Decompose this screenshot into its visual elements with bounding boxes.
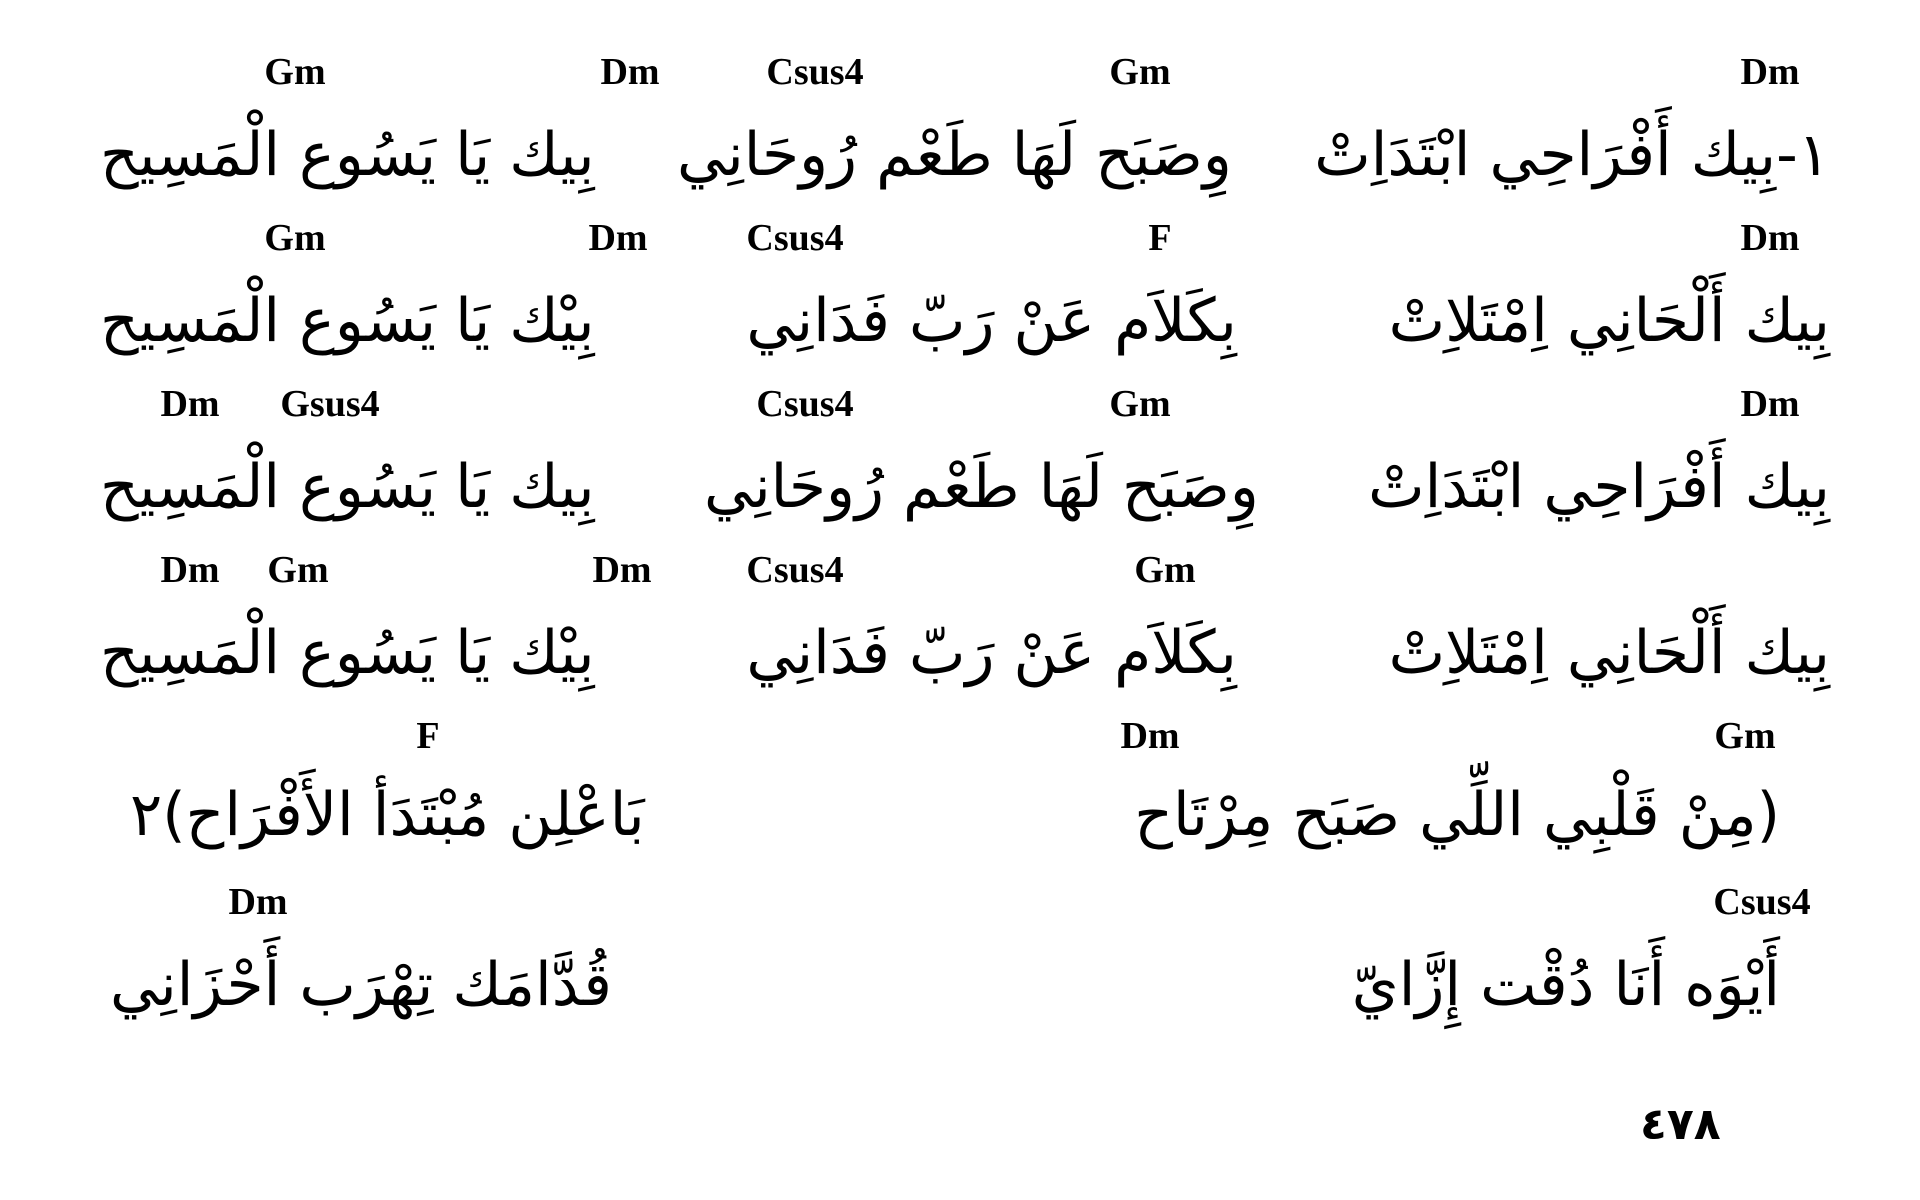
lyric-line <box>100 442 1830 532</box>
lyric-segment: بِكَلاَم عَنْ رَبّ فَدَانِي <box>746 618 1237 688</box>
lyric-segment: وِصَبَح لَهَا طَعْم رُوحَانِي <box>703 452 1259 522</box>
chord: Csus4 <box>756 383 854 425</box>
lyric-segment: بِكَلاَم عَنْ رَبّ فَدَانِي <box>746 286 1237 356</box>
chord: Gm <box>1134 549 1196 591</box>
chord: Csus4 <box>746 549 844 591</box>
lyric-segment: بِيْك يَا يَسُوع الْمَسِيح <box>100 618 595 688</box>
chord: Csus4 <box>746 217 844 259</box>
lyric-segment: قُدَّامَك تِهْرَب أَحْزَانِي <box>110 950 612 1020</box>
lyric-row-2 <box>0 276 1920 366</box>
chord: Dm <box>1740 217 1800 259</box>
lyric-segment: بِيك أَلْحَانِي اِمْتَلاِتْ <box>1388 618 1830 688</box>
lyric-segment: أَيْوَه أَنَا دُقْت إِزَّايّ <box>1351 950 1780 1020</box>
lyric-line <box>100 608 1830 698</box>
chord: Gm <box>267 549 329 591</box>
chord: F <box>1148 217 1172 259</box>
chord: Dm <box>600 51 660 93</box>
lyric-row-3 <box>0 442 1920 532</box>
chord: Gm <box>1109 51 1171 93</box>
chord: Dm <box>1120 715 1180 757</box>
chord: Csus4 <box>1713 881 1811 923</box>
chord: Dm <box>588 217 648 259</box>
lyric-segment: بِيك يَا يَسُوع الْمَسِيح <box>100 452 595 522</box>
lyric-segment: ١-بِيك أَفْرَاحِي ابْتَدَاِتْ <box>1314 120 1830 190</box>
chord: Dm <box>1740 383 1800 425</box>
lyric-segment: بِيْك يَا يَسُوع الْمَسِيح <box>100 286 595 356</box>
chord: Gm <box>264 217 326 259</box>
lyric-segment: بِيك أَلْحَانِي اِمْتَلاِتْ <box>1388 286 1830 356</box>
lyric-row-1 <box>0 110 1920 200</box>
lyric-line <box>130 770 1780 860</box>
chord: Gsus4 <box>280 383 380 425</box>
lyric-row-5 <box>0 770 1920 860</box>
lyric-line <box>110 940 1780 1030</box>
page-number: ٤٧٨ <box>1640 1099 1721 1150</box>
lyric-segment: (مِنْ قَلْبِي اللِّي صَبَح مِرْتَاح <box>1134 780 1780 850</box>
chord: Dm <box>1740 51 1800 93</box>
chord: Gm <box>1109 383 1171 425</box>
chord: Gm <box>1714 715 1776 757</box>
chord: Csus4 <box>766 51 864 93</box>
lyric-row-4 <box>0 608 1920 698</box>
chord: Dm <box>228 881 288 923</box>
lyric-line <box>100 276 1830 366</box>
chord: Dm <box>592 549 652 591</box>
chord: Gm <box>264 51 326 93</box>
lyric-segment: بَاعْلِن مُبْتَدَأ الأَفْرَاح)٢ <box>130 780 645 850</box>
lyric-segment: بِيك أَفْرَاحِي ابْتَدَاِتْ <box>1368 452 1830 522</box>
chord: Dm <box>160 383 220 425</box>
lyric-segment: بِيك يَا يَسُوع الْمَسِيح <box>100 120 595 190</box>
chord: F <box>416 715 440 757</box>
chord: Dm <box>160 549 220 591</box>
lyric-segment: وِصَبَح لَهَا طَعْم رُوحَانِي <box>677 120 1232 190</box>
lyric-line <box>100 110 1830 200</box>
lyric-row-6 <box>0 940 1920 1030</box>
